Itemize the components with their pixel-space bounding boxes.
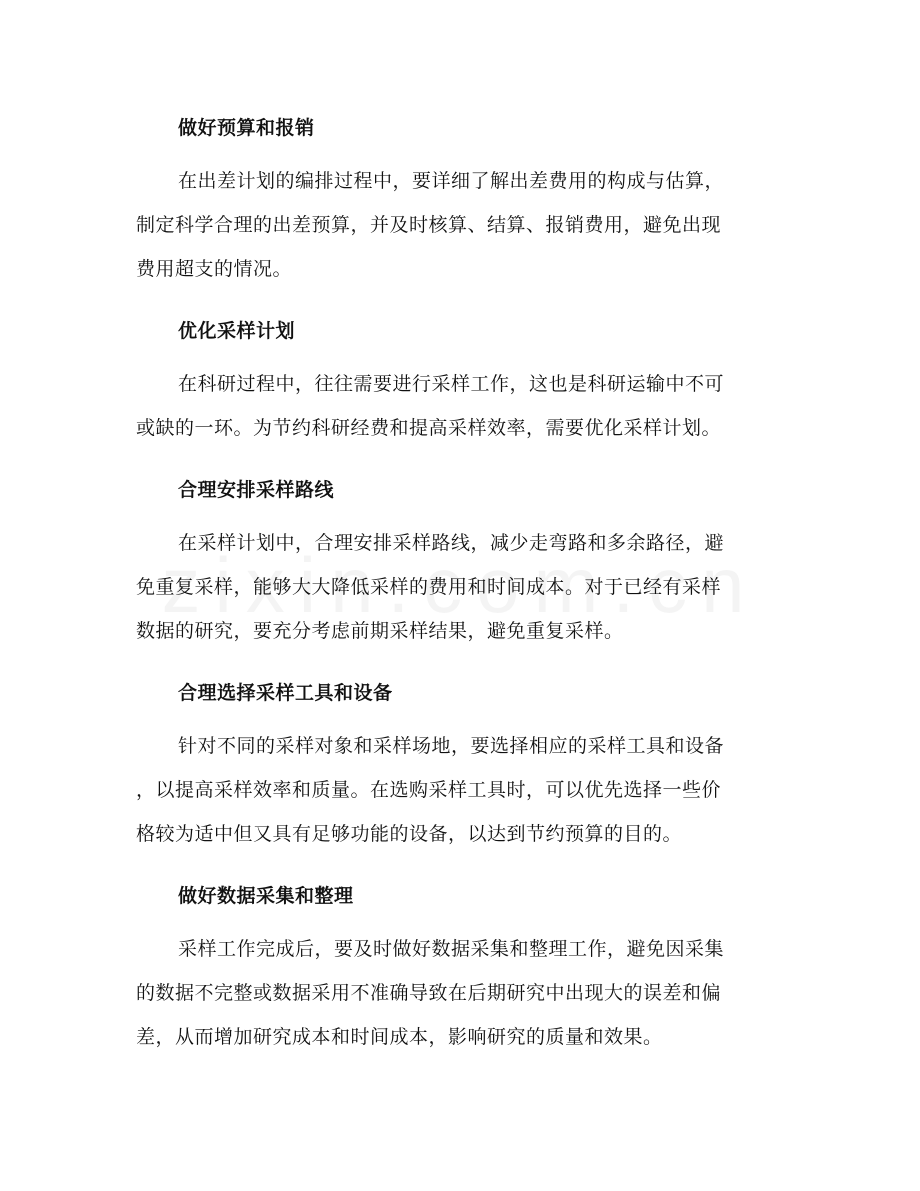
section-paragraph — [136, 521, 776, 653]
paragraph-line: 费用超支的情况。 — [136, 258, 293, 280]
section-heading: 做好预算和报销 — [178, 117, 315, 139]
paragraph-line: 制定科学合理的出差预算，并及时核算、结算、报销费用，避免出现 — [136, 214, 722, 236]
section-heading: 合理选择采样工具和设备 — [178, 682, 393, 704]
paragraph-line: 数据的研究，要充分考虑前期采样结果，避免重复采样。 — [136, 620, 624, 642]
paragraph-line: 差，从而增加研究成本和时间成本，影响研究的质量和效果。 — [136, 1026, 663, 1048]
section-heading: 做好数据采集和整理 — [178, 885, 354, 907]
paragraph-line: 或缺的一环。为节约科研经费和提高采样效率，需要优化采样计划。 — [136, 417, 722, 439]
section-paragraph — [136, 724, 776, 856]
section-paragraph — [136, 362, 776, 450]
section-heading: 优化采样计划 — [178, 320, 296, 342]
section-paragraph — [136, 927, 776, 1059]
section-heading: 合理安排采样路线 — [178, 479, 335, 501]
paragraph-line: 在采样计划中，合理安排采样路线，减少走弯路和多余路径，避 — [178, 532, 725, 554]
paragraph-line: 在科研过程中，往往需要进行采样工作，这也是科研运输中不可 — [178, 373, 725, 395]
paragraph-line: 采样工作完成后，要及时做好数据采集和整理工作，避免因采集 — [178, 938, 725, 960]
paragraph-line: ，以提高采样效率和质量。在选购采样工具时，可以优先选择一些价 — [136, 779, 722, 801]
paragraph-line: 在出差计划的编排过程中，要详细了解出差费用的构成与估算， — [178, 170, 725, 192]
document-body — [136, 108, 776, 1079]
paragraph-line: 免重复采样，能够大大降低采样的费用和时间成本。对于已经有采样 — [136, 576, 722, 598]
paragraph-line: 格较为适中但又具有足够功能的设备，以达到节约预算的目的。 — [136, 823, 683, 845]
section-paragraph — [136, 159, 776, 291]
paragraph-line: 的数据不完整或数据采用不准确导致在后期研究中出现大的误差和偏 — [136, 982, 722, 1004]
paragraph-line: 针对不同的采样对象和采样场地，要选择相应的采样工具和设备 — [178, 735, 725, 757]
